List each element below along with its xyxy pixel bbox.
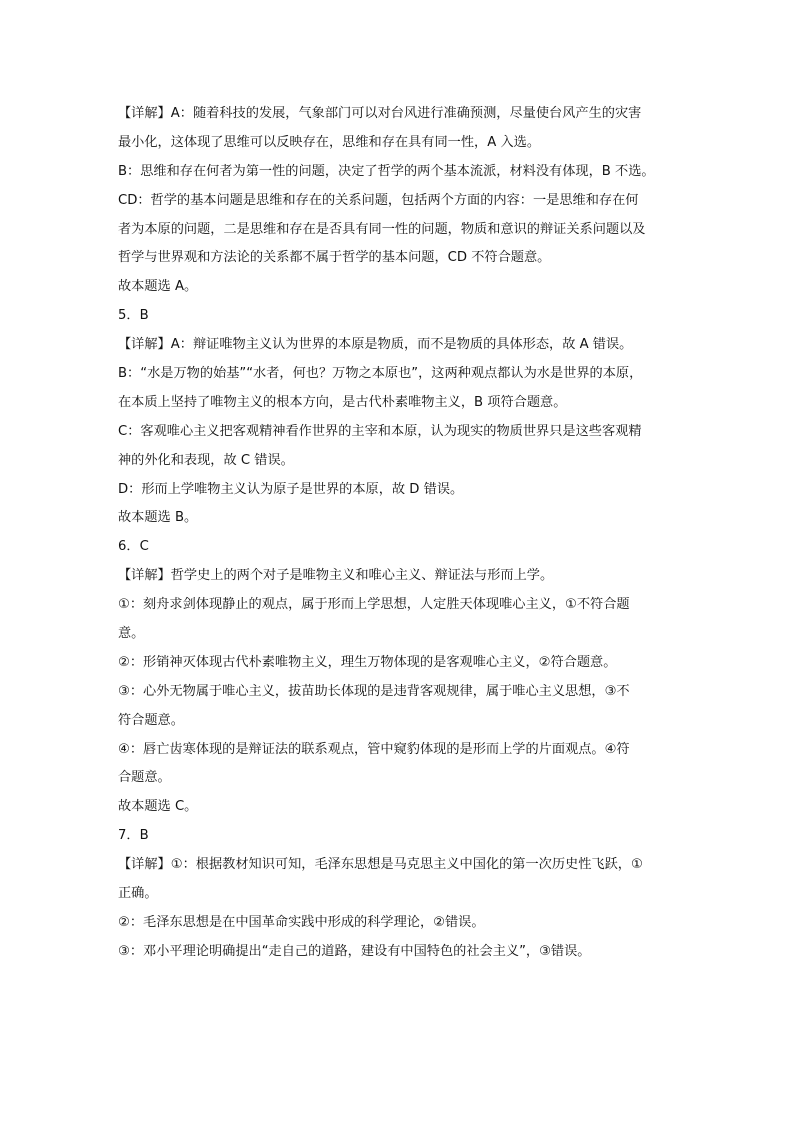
text-line: 正确。: [118, 886, 158, 902]
text-line: CD：哲学的基本问题是思维和存在的关系问题，包括两个方面的内容：一是思维和存在何: [118, 192, 639, 208]
text-line: 符合题意。: [118, 712, 184, 728]
text-line: C：客观唯心主义把客观精神看作世界的主宰和本原，认为现实的物质世界只是这些客观精: [118, 423, 642, 439]
text-line: 神的外化和表现，故 C 错误。: [118, 452, 294, 468]
text-line: 合题意。: [118, 770, 171, 786]
text-line: 者为本原的问题，二是思维和存在是否具有同一性的问题，物质和意识的辩证关系问题以及: [118, 221, 646, 237]
text-line: ④：唇亡齿寒体现的是辩证法的联系观点，管中窥豹体现的是形而上学的片面观点。④符: [118, 741, 630, 757]
text-line: 意。: [118, 626, 145, 642]
text-line: 最小化，这体现了思维可以反映存在，思维和存在具有同一性，A 入选。: [118, 134, 541, 150]
text-line: 故本题选 C。: [118, 799, 198, 815]
text-line: 在本质上坚持了唯物主义的根本方向，是古代朴素唯物主义，B 项符合题意。: [118, 394, 567, 410]
text-line: 【详解】哲学史上的两个对子是唯物主义和唯心主义、辩证法与形而上学。: [118, 568, 554, 584]
text-line: 哲学与世界观和方法论的关系都不属于哲学的基本问题，CD 不符合题意。: [118, 250, 551, 266]
answer-explanations: [118, 100, 678, 967]
text-line: 【详解】A：辩证唯物主义认为世界的本原是物质，而不是物质的具体形态，故 A 错误。: [118, 337, 633, 353]
question-number: 6．C: [118, 539, 149, 555]
text-line: 故本题选 A。: [118, 279, 198, 295]
text-line: ③：心外无物属于唯心主义，拔苗助长体现的是违背客观规律，属于唯心主义思想，③不: [118, 683, 630, 699]
question-number: 7．B: [118, 828, 149, 844]
text-line: ②：毛泽东思想是在中国革命实践中形成的科学理论，②错误。: [118, 914, 485, 930]
text-line: B：思维和存在何者为第一性的问题，决定了哲学的两个基本流派，材料没有体现，B 不选。: [118, 163, 655, 179]
text-line: 故本题选 B。: [118, 510, 198, 526]
text-line: 【详解】A：随着科技的发展，气象部门可以对台风进行准确预测，尽量使台风产生的灾害: [118, 106, 642, 121]
text-line: ③：邓小平理论明确提出“走自己的道路，建设有中国特色的社会主义”，③错误。: [118, 943, 591, 959]
text-line: ①：刻舟求剑体现静止的观点，属于形而上学思想，人定胜天体现唯心主义，①不符合题: [118, 597, 630, 613]
text-line: D：形而上学唯物主义认为原子是世界的本原，故 D 错误。: [118, 481, 464, 497]
question-number: 5．B: [118, 308, 149, 324]
text-line: 【详解】①：根据教材知识可知，毛泽东思想是马克思主义中国化的第一次历史性飞跃，①: [118, 857, 643, 873]
text-line: ②：形销神灭体现古代朴素唯物主义，理生万物体现的是客观唯心主义，②符合题意。: [118, 654, 617, 670]
text-line: B：“水是万物的始基”“水者，何也？万物之本原也”，这两种观点都认为水是世界的本原，: [118, 366, 643, 382]
